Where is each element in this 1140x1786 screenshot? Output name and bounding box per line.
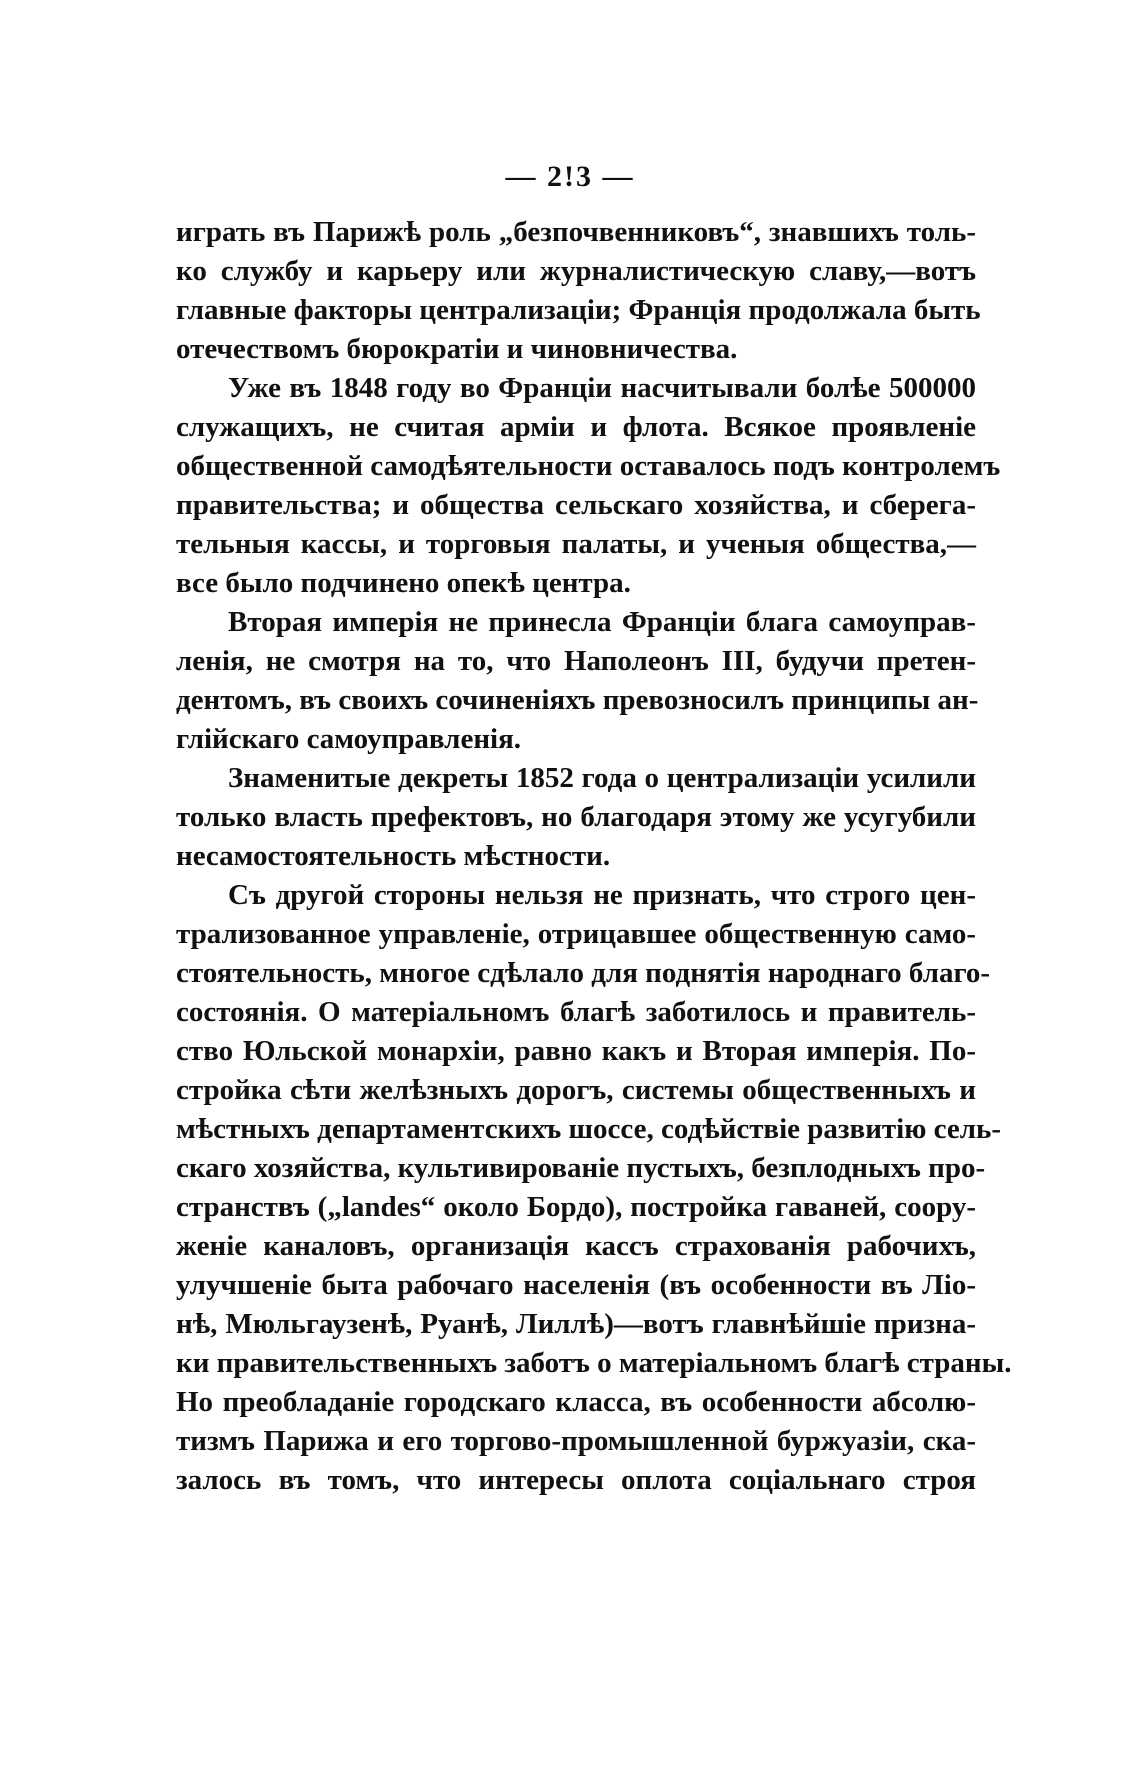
text-line: скаго хозяйства, культивированіе пустыхъ, безплодныхъ про- (176, 1152, 986, 1184)
text-line: залось въ томъ, что интересы оплота соціальнаго строя (176, 1464, 976, 1496)
text-line: все было подчинено опекѣ центра. (176, 567, 631, 599)
text-line: Но преобладаніе городскаго класса, въ особенности абсолю- (176, 1386, 976, 1418)
text-line: главные факторы централизаціи; Франція продолжала быть (176, 294, 981, 326)
page-text (176, 213, 1012, 1500)
text-line: Съ другой стороны нельзя не признать, что строго цен- (228, 879, 976, 911)
text-line: ко службу и карьеру или журналистическую славу,—вотъ (176, 255, 976, 287)
text-line: нѣ, Мюльгаузенѣ, Руанѣ, Лиллѣ)—вотъ главнѣйшіе призна- (176, 1308, 976, 1340)
text-line: странствъ („landes“ около Бордо), постройка гаваней, соору- (176, 1191, 976, 1223)
text-line: ленія, не смотря на то, что Наполеонъ III, будучи претен- (176, 645, 976, 677)
paragraph (176, 603, 979, 759)
text-line: несамостоятельность мѣстности. (176, 840, 611, 872)
text-line: Знаменитые декреты 1852 года о централизаціи усилили (228, 762, 976, 794)
text-line: дентомъ, въ своихъ сочиненіяхъ превозносилъ принципы ан- (176, 684, 979, 716)
paragraph (176, 213, 981, 369)
text-line: стоятельность, многое сдѣлало для поднятія народнаго благо- (176, 957, 991, 989)
text-line: стройка сѣти желѣзныхъ дорогъ, системы общественныхъ и (176, 1074, 976, 1106)
paragraph (176, 369, 1001, 603)
text-line: ки правительственныхъ заботъ о матеріальномъ благѣ страны. (176, 1347, 1012, 1379)
text-line: тельныя кассы, и торговыя палаты, и ученыя общества,— (176, 528, 976, 560)
text-line: только власть префектовъ, но благодаря этому же усугубили (176, 801, 976, 833)
text-line: мѣстныхъ департаментскихъ шоссе, содѣйствіе развитію сель- (176, 1113, 1001, 1145)
paragraph (176, 876, 1012, 1500)
page-number: — 2!3 — (505, 160, 635, 193)
text-line: отечествомъ бюрократіи и чиновничества. (176, 333, 738, 365)
text-line: правительства; и общества сельскаго хозяйства, и сберега- (176, 489, 976, 521)
text-line: Вторая имперія не принесла Франціи блага самоуправ- (228, 606, 976, 638)
text-line: состоянія. О матеріальномъ благѣ заботилось и правитель- (176, 996, 976, 1028)
text-line: ство Юльской монархіи, равно какъ и Вторая имперія. По- (176, 1035, 976, 1067)
text-line: служащихъ, не считая арміи и флота. Всякое проявленіе (176, 411, 976, 443)
text-line: женіе каналовъ, организація кассъ страхованія рабочихъ, (176, 1230, 976, 1262)
text-line: тизмъ Парижа и его торгово-промышленной буржуазіи, ска- (176, 1425, 976, 1457)
text-line: Уже въ 1848 году во Франціи насчитывали болѣе 500000 (228, 372, 976, 404)
paragraph (176, 759, 976, 876)
text-line: играть въ Парижѣ роль „безпочвенниковъ“, знавшихъ толь- (176, 216, 976, 248)
text-line: общественной самодѣятельности оставалось подъ контролемъ (176, 450, 1001, 482)
text-line: трализованное управленіе, отрицавшее общественную само- (176, 918, 976, 950)
text-line: глійскаго самоуправленія. (176, 723, 522, 755)
text-line: улучшеніе быта рабочаго населенія (въ особенности въ Ліо- (176, 1269, 976, 1301)
